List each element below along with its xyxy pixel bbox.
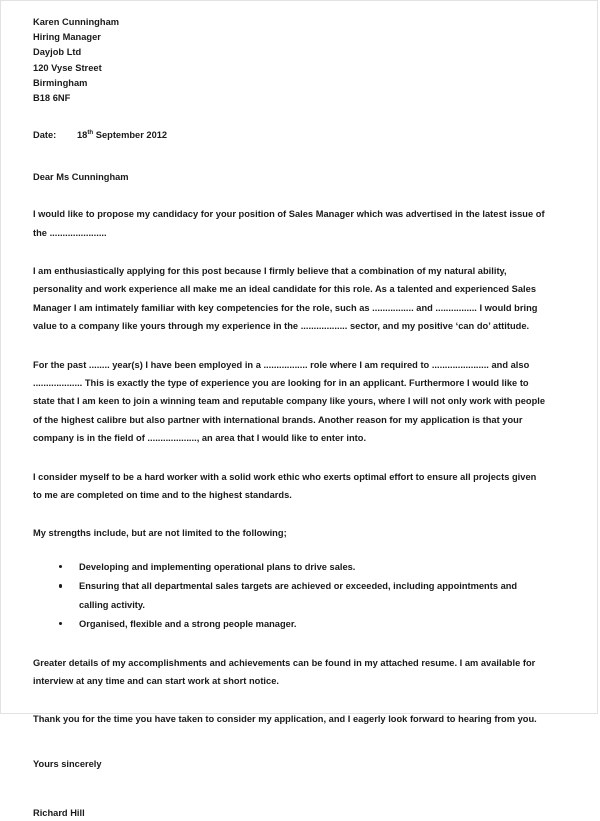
recipient-address-block	[33, 15, 547, 106]
date-day: 18	[77, 130, 88, 141]
letter-body	[33, 15, 547, 821]
list-item-label: Developing and implementing operational plans to drive sales.	[79, 561, 356, 572]
list-item	[33, 615, 547, 633]
date-month-year: September 2012	[93, 130, 168, 141]
paragraph-opening: I would like to propose my candidacy for your position of Sales Manager which was advertised in the latest issue of the ......................	[33, 209, 545, 238]
date-label: Date:	[33, 130, 57, 141]
date-ordinal-suffix: th	[87, 129, 94, 137]
paragraph-experience: For the past ........ year(s) I have been employed in a ................. role where I am required to ...................... and also ................... This is exactly the type of experience you are looking for in an applicant. Furthermore I would like to state that I am keen to join a winning team and reputable company like yours, where I will not only work with people of the highest calibre but also partner with international brands. Another reason for my application is that your company is in the field of ..................., an area that I would like to enter into.	[33, 359, 546, 444]
recipient-job-title: Hiring Manager	[33, 32, 101, 43]
sender-name: Richard Hill	[33, 807, 85, 818]
paragraph-thank-you: Thank you for the time you have taken to consider my application, and I eagerly look forward to hearing from you.	[33, 714, 537, 725]
sign-off: Yours sincerely	[33, 758, 102, 769]
bullet-point-icon	[59, 584, 62, 587]
list-item	[33, 577, 547, 614]
date-value	[77, 130, 167, 140]
recipient-company: Dayjob Ltd	[33, 47, 82, 58]
salutation: Dear Ms Cunningham	[33, 172, 129, 183]
recipient-street: 120 Vyse Street	[33, 62, 102, 73]
paragraph-motivation: I am enthusiastically applying for this post because I firmly believe that a combination of my natural ability, personality and work experience all make me an ideal candidate for this role. As a talented and experienced Sales Manager I am intimately familiar with key competencies for the role, such as ................ and ................ I would bring value to a company like yours through my experience in the .................. sector, and my positive ‘can do’ attitude.	[33, 266, 538, 332]
strengths-intro: My strengths include, but are not limited to the following;	[33, 527, 287, 538]
recipient-postcode: B18 6NF	[33, 93, 71, 104]
list-item	[33, 558, 547, 576]
bullet-point-icon	[59, 622, 62, 625]
list-item-label: Organised, flexible and a strong people manager.	[79, 619, 297, 630]
date-row	[33, 128, 547, 143]
recipient-name: Karen Cunningham	[33, 17, 120, 27]
bullet-point-icon	[59, 565, 62, 568]
paragraph-work-ethic: I consider myself to be a hard worker with a solid work ethic who exerts optimal effort to ensure all projects given to me are completed on time and to the highest standards.	[33, 471, 537, 501]
recipient-city: Birmingham	[33, 77, 88, 88]
paragraph-resume-availability: Greater details of my accomplishments and achievements can be found in my attached resume. I am available for interview at any time and can start work at short notice.	[33, 657, 536, 686]
list-item-label: Ensuring that all departmental sales targets are achieved or exceeded, including appointments and calling activity.	[79, 581, 518, 610]
strengths-list	[33, 558, 547, 634]
